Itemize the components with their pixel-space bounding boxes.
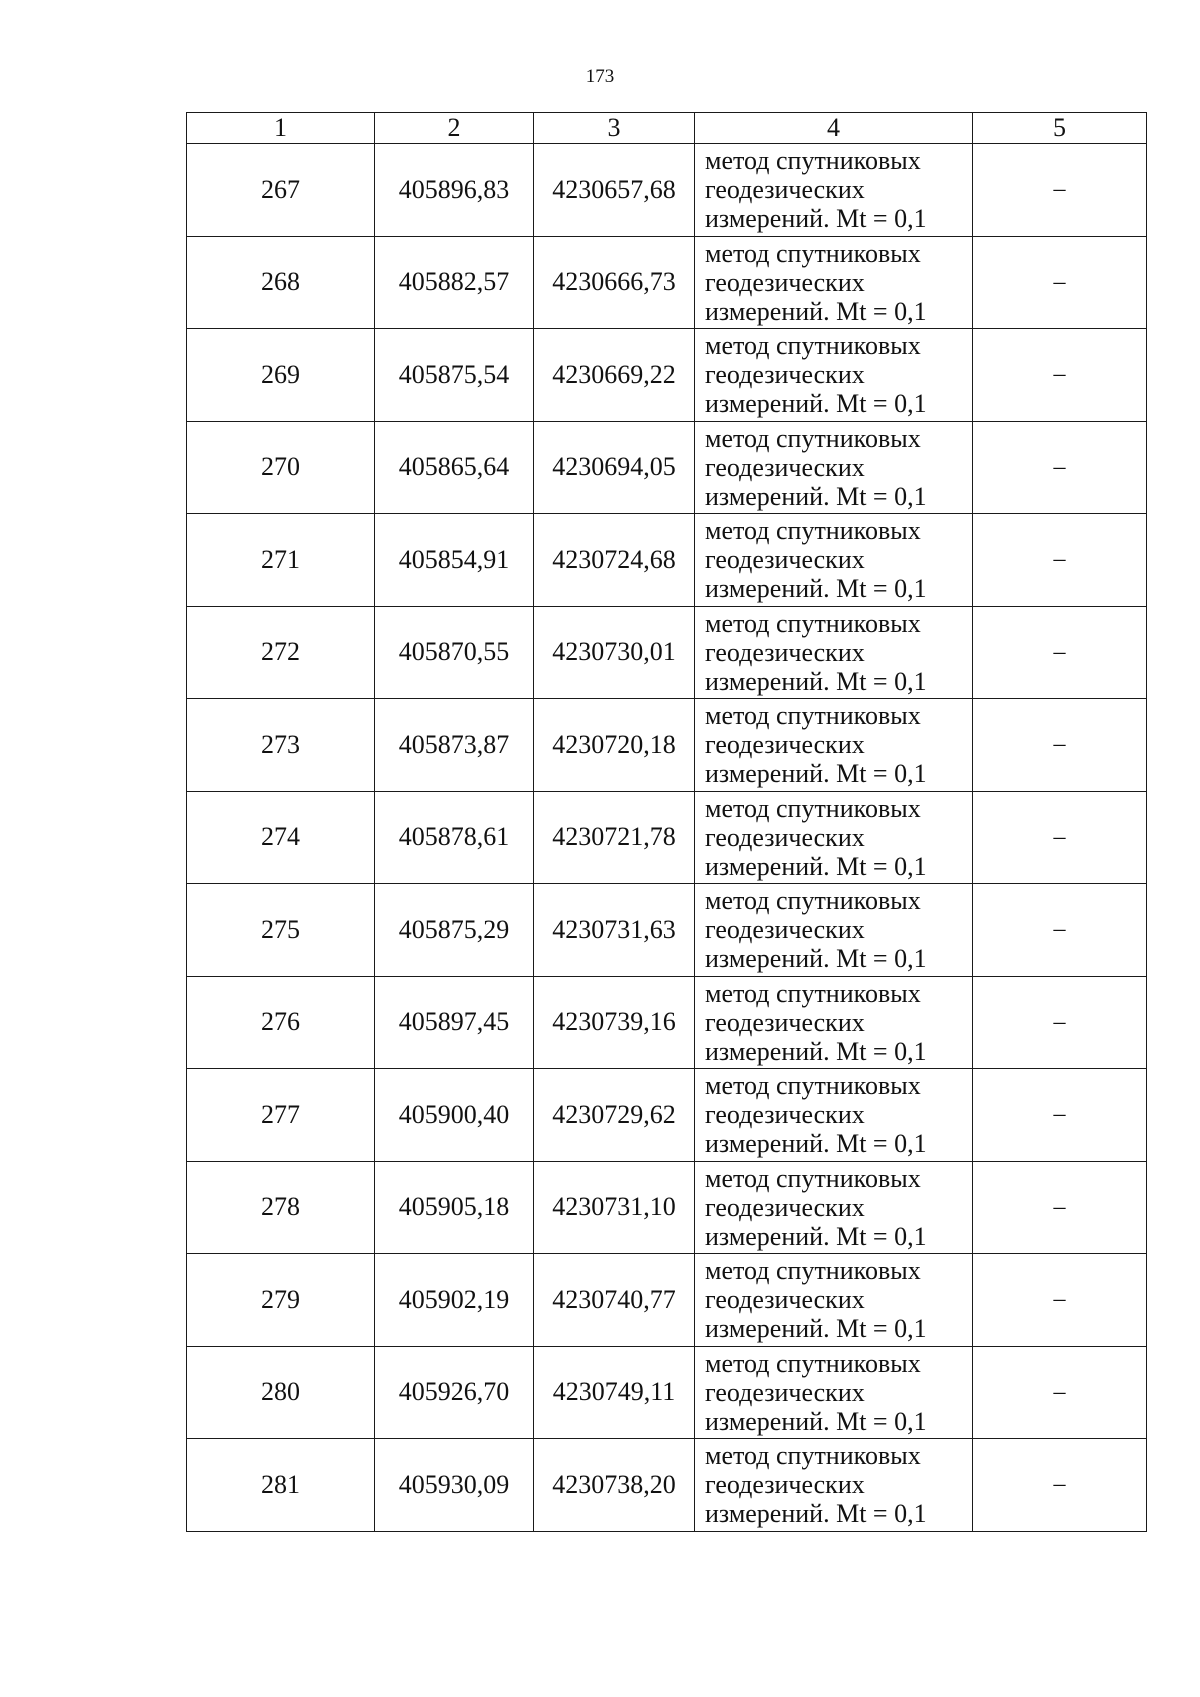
- point-number-cell: 281: [187, 1439, 375, 1532]
- note-cell: –: [973, 1439, 1147, 1532]
- method-line: метод спутниковых: [705, 1256, 921, 1286]
- note-cell: –: [973, 791, 1147, 884]
- method-line: геодезических: [705, 545, 865, 575]
- point-number-cell: 269: [187, 329, 375, 422]
- method-line: геодезических: [705, 730, 865, 760]
- x-coordinate-cell: 405897,45: [375, 976, 534, 1069]
- table-row: [187, 1254, 1147, 1347]
- x-coordinate-cell: 405902,19: [375, 1254, 534, 1347]
- method-line: метод спутниковых: [705, 423, 921, 453]
- note-cell: –: [973, 1069, 1147, 1162]
- method-line: геодезических: [705, 915, 865, 945]
- method-line: измерений. Mt = 0,1: [705, 1129, 927, 1159]
- method-line: метод спутниковых: [705, 701, 921, 731]
- point-number-cell: 272: [187, 606, 375, 699]
- point-number-cell: 268: [187, 236, 375, 329]
- method-line: измерений. Mt = 0,1: [705, 1314, 927, 1344]
- method-line: геодезических: [705, 1007, 865, 1037]
- x-coordinate-cell: 405875,29: [375, 884, 534, 977]
- method-line: измерений. Mt = 0,1: [705, 1036, 927, 1066]
- y-coordinate-cell: 4230724,68: [534, 514, 695, 607]
- method-line: метод спутниковых: [705, 331, 921, 361]
- table-row: [187, 884, 1147, 977]
- x-coordinate-cell: 405865,64: [375, 421, 534, 514]
- method-line: измерений. Mt = 0,1: [705, 296, 927, 326]
- note-cell: –: [973, 884, 1147, 977]
- point-number-cell: 276: [187, 976, 375, 1069]
- column-header: 2: [375, 113, 534, 144]
- y-coordinate-cell: 4230669,22: [534, 329, 695, 422]
- table-row: [187, 1439, 1147, 1532]
- point-number-cell: 270: [187, 421, 375, 514]
- point-number-cell: 279: [187, 1254, 375, 1347]
- x-coordinate-cell: 405873,87: [375, 699, 534, 792]
- x-coordinate-cell: 405930,09: [375, 1439, 534, 1532]
- y-coordinate-cell: 4230730,01: [534, 606, 695, 699]
- point-number-cell: 275: [187, 884, 375, 977]
- method-line: измерений. Mt = 0,1: [705, 944, 927, 974]
- method-cell: [695, 791, 973, 884]
- x-coordinate-cell: 405905,18: [375, 1161, 534, 1254]
- page-number: 173: [585, 66, 615, 87]
- point-number-cell: 271: [187, 514, 375, 607]
- note-cell: –: [973, 144, 1147, 237]
- column-header: 4: [695, 113, 973, 144]
- table-row: [187, 976, 1147, 1069]
- method-cell: [695, 236, 973, 329]
- table-row: [187, 1161, 1147, 1254]
- column-header: 5: [973, 113, 1147, 144]
- y-coordinate-cell: 4230738,20: [534, 1439, 695, 1532]
- note-cell: –: [973, 1346, 1147, 1439]
- table-row: [187, 144, 1147, 237]
- table-row: [187, 1346, 1147, 1439]
- method-line: метод спутниковых: [705, 608, 921, 638]
- x-coordinate-cell: 405896,83: [375, 144, 534, 237]
- y-coordinate-cell: 4230694,05: [534, 421, 695, 514]
- method-line: метод спутниковых: [705, 516, 921, 546]
- method-line: метод спутниковых: [705, 1163, 921, 1193]
- x-coordinate-cell: 405882,57: [375, 236, 534, 329]
- method-line: метод спутниковых: [705, 1071, 921, 1101]
- note-cell: –: [973, 421, 1147, 514]
- x-coordinate-cell: 405875,54: [375, 329, 534, 422]
- method-line: геодезических: [705, 822, 865, 852]
- point-number-cell: 277: [187, 1069, 375, 1162]
- x-coordinate-cell: 405854,91: [375, 514, 534, 607]
- table-row: [187, 514, 1147, 607]
- y-coordinate-cell: 4230721,78: [534, 791, 695, 884]
- y-coordinate-cell: 4230739,16: [534, 976, 695, 1069]
- method-line: геодезических: [705, 267, 865, 297]
- table-row: [187, 421, 1147, 514]
- table-header-row: [187, 113, 1147, 144]
- method-cell: [695, 884, 973, 977]
- note-cell: –: [973, 976, 1147, 1069]
- y-coordinate-cell: 4230729,62: [534, 1069, 695, 1162]
- method-line: измерений. Mt = 0,1: [705, 204, 927, 234]
- method-cell: [695, 976, 973, 1069]
- method-line: геодезических: [705, 1285, 865, 1315]
- coordinates-table: [186, 112, 1147, 1532]
- table-row: [187, 606, 1147, 699]
- method-line: метод спутниковых: [705, 1441, 921, 1471]
- table-row: [187, 329, 1147, 422]
- note-cell: –: [973, 514, 1147, 607]
- method-line: геодезических: [705, 637, 865, 667]
- method-cell: [695, 144, 973, 237]
- method-line: метод спутниковых: [705, 238, 921, 268]
- x-coordinate-cell: 405870,55: [375, 606, 534, 699]
- y-coordinate-cell: 4230666,73: [534, 236, 695, 329]
- method-line: измерений. Mt = 0,1: [705, 1499, 927, 1529]
- x-coordinate-cell: 405878,61: [375, 791, 534, 884]
- method-line: метод спутниковых: [705, 1348, 921, 1378]
- table-row: [187, 236, 1147, 329]
- y-coordinate-cell: 4230731,63: [534, 884, 695, 977]
- method-cell: [695, 421, 973, 514]
- note-cell: –: [973, 699, 1147, 792]
- method-cell: [695, 1161, 973, 1254]
- x-coordinate-cell: 405900,40: [375, 1069, 534, 1162]
- point-number-cell: 280: [187, 1346, 375, 1439]
- method-line: геодезических: [705, 1377, 865, 1407]
- y-coordinate-cell: 4230749,11: [534, 1346, 695, 1439]
- note-cell: –: [973, 606, 1147, 699]
- method-line: геодезических: [705, 1100, 865, 1130]
- method-cell: [695, 329, 973, 422]
- method-line: измерений. Mt = 0,1: [705, 481, 927, 511]
- method-cell: [695, 1346, 973, 1439]
- method-line: геодезических: [705, 1192, 865, 1222]
- method-cell: [695, 514, 973, 607]
- method-line: измерений. Mt = 0,1: [705, 666, 927, 696]
- method-line: измерений. Mt = 0,1: [705, 1406, 927, 1436]
- method-line: измерений. Mt = 0,1: [705, 574, 927, 604]
- table-row: [187, 699, 1147, 792]
- method-cell: [695, 699, 973, 792]
- y-coordinate-cell: 4230657,68: [534, 144, 695, 237]
- method-line: метод спутниковых: [705, 978, 921, 1008]
- method-line: геодезических: [705, 175, 865, 205]
- note-cell: –: [973, 1161, 1147, 1254]
- method-cell: [695, 1439, 973, 1532]
- point-number-cell: 274: [187, 791, 375, 884]
- table-row: [187, 1069, 1147, 1162]
- method-line: метод спутниковых: [705, 886, 921, 916]
- method-line: метод спутниковых: [705, 793, 921, 823]
- method-line: измерений. Mt = 0,1: [705, 1221, 927, 1251]
- method-cell: [695, 1254, 973, 1347]
- note-cell: –: [973, 1254, 1147, 1347]
- method-line: геодезических: [705, 360, 865, 390]
- method-line: метод спутниковых: [705, 146, 921, 176]
- note-cell: –: [973, 236, 1147, 329]
- column-header: 3: [534, 113, 695, 144]
- y-coordinate-cell: 4230731,10: [534, 1161, 695, 1254]
- table-row: [187, 791, 1147, 884]
- column-header: 1: [187, 113, 375, 144]
- method-line: измерений. Mt = 0,1: [705, 389, 927, 419]
- method-line: измерений. Mt = 0,1: [705, 759, 927, 789]
- point-number-cell: 278: [187, 1161, 375, 1254]
- method-cell: [695, 606, 973, 699]
- y-coordinate-cell: 4230720,18: [534, 699, 695, 792]
- method-cell: [695, 1069, 973, 1162]
- method-line: геодезических: [705, 452, 865, 482]
- x-coordinate-cell: 405926,70: [375, 1346, 534, 1439]
- note-cell: –: [973, 329, 1147, 422]
- method-line: измерений. Mt = 0,1: [705, 851, 927, 881]
- point-number-cell: 267: [187, 144, 375, 237]
- y-coordinate-cell: 4230740,77: [534, 1254, 695, 1347]
- point-number-cell: 273: [187, 699, 375, 792]
- table-body: [187, 144, 1147, 1532]
- method-line: геодезических: [705, 1470, 865, 1500]
